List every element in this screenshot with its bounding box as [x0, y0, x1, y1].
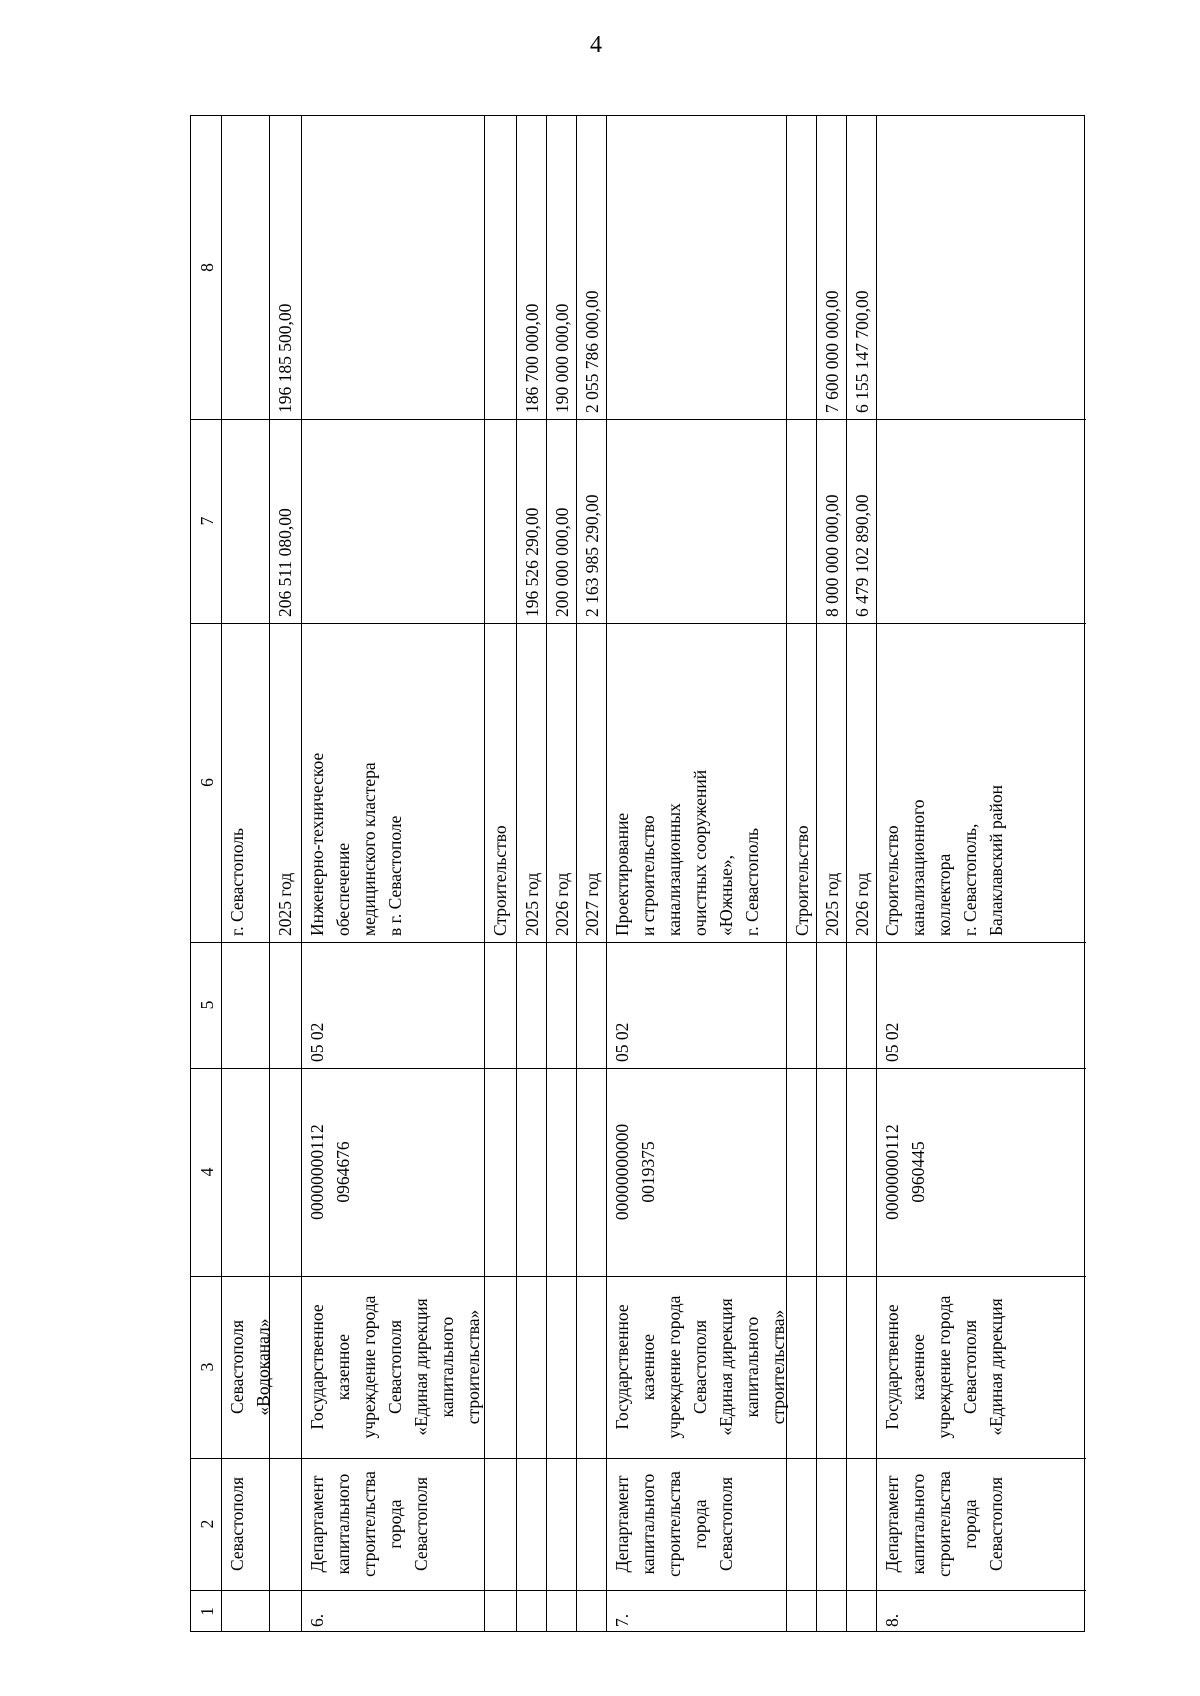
table-cell-r1-c6 — [269, 623, 301, 942]
table-cell-r10-c8 — [846, 116, 876, 419]
column-separator — [221, 1068, 269, 1069]
table-cell-r6-c8-text: 2 055 786 000,00 — [582, 290, 602, 413]
table-cell-r6-c6-text: 2027 год — [582, 872, 602, 936]
table-cell-r9-c8 — [816, 116, 846, 419]
table-cell-r7-c6 — [606, 623, 786, 942]
column-separator — [546, 1458, 576, 1459]
table-cell-r2-c1-text: 6. — [307, 1613, 327, 1627]
table-cell-r5-c6-text: 2026 год — [552, 872, 572, 936]
table-cell-r0-c3 — [221, 1276, 273, 1458]
header-cell-1 — [191, 1590, 221, 1633]
table-cell-r7-c4 — [606, 1068, 786, 1276]
table-cell-r11-c3 — [876, 1276, 1086, 1458]
table-cell-r11-c6 — [876, 623, 1086, 942]
column-separator — [269, 1276, 301, 1277]
column-separator — [484, 419, 516, 420]
column-separator — [546, 942, 576, 943]
table-cell-r5-c8 — [546, 116, 576, 419]
column-separator — [484, 1590, 516, 1591]
table-cell-r0-c2-text: Севастополя — [227, 1476, 247, 1572]
table-cell-r5-c8-text: 190 000 000,00 — [552, 303, 572, 413]
column-separator — [576, 1276, 606, 1277]
table-cell-r4-c8 — [516, 116, 546, 419]
page-number: 4 — [590, 32, 602, 58]
column-separator — [576, 1458, 606, 1459]
header-cell-4 — [191, 1068, 221, 1276]
column-separator — [221, 1590, 269, 1591]
table-cell-r7-c4-text: 00000000000 0019375 — [612, 1123, 658, 1221]
header-cell-6 — [191, 623, 221, 942]
table-cell-r6-c7 — [576, 419, 606, 623]
table-cell-r7-c6-text: Проектирование и строительство канализационных очистных сооружений «Южные», г. Севастополь — [612, 769, 762, 936]
column-separator — [576, 942, 606, 943]
column-separator — [786, 942, 816, 943]
table-cell-r11-c2-text: Департамент капитального строительства города Севастополя — [882, 1471, 1006, 1577]
table-cell-r11-c2 — [876, 1458, 1086, 1590]
table-cell-r1-c8-text: 196 185 500,00 — [275, 303, 295, 413]
header-cell-2-text: 2 — [197, 1519, 217, 1529]
table-cell-r2-c3-text: Государственное казенное учреждение города Севастополя «Единая дирекция капитального строительства» — [307, 1295, 483, 1439]
table-cell-r11-c6-text: Строительство канализационного коллектора г. Севастополь, Балаклавский район — [882, 784, 1006, 936]
header-cell-7 — [191, 419, 221, 623]
column-separator — [606, 419, 786, 420]
header-cell-6-text: 6 — [197, 778, 217, 787]
header-cell-2 — [191, 1458, 221, 1590]
column-separator — [484, 1276, 516, 1277]
table-cell-r7-c3-text: Государственное казенное учреждение города Севастополя «Единая дирекция капитального строительства» — [612, 1295, 788, 1439]
column-separator — [546, 1276, 576, 1277]
column-separator — [516, 1458, 546, 1459]
column-separator — [816, 942, 846, 943]
table-cell-r2-c2-text: Департамент капитального строительства города Севастополя — [307, 1471, 431, 1577]
header-cell-5 — [191, 942, 221, 1068]
header-cell-8-text: 8 — [197, 263, 217, 272]
header-cell-8 — [191, 116, 221, 419]
table-cell-r0-c3-text: Севастополя «Водоканал» — [227, 1318, 273, 1416]
table-cell-r9-c8-text: 7 600 000 000,00 — [822, 290, 842, 413]
table-cell-r9-c6 — [816, 623, 846, 942]
header-cell-4-text: 4 — [197, 1167, 217, 1177]
column-separator — [269, 1458, 301, 1459]
table-cell-r4-c7-text: 196 526 290,00 — [522, 507, 542, 617]
column-separator — [846, 1068, 876, 1069]
table-cell-r7-c2 — [606, 1458, 786, 1590]
table-cell-r9-c6-text: 2025 год — [822, 872, 842, 936]
table-cell-r3-c6-text: Строительство — [490, 825, 510, 936]
table-cell-r8-c6 — [786, 623, 816, 942]
column-separator — [786, 1590, 816, 1591]
column-separator — [301, 419, 484, 420]
table-cell-r10-c6-text: 2026 год — [852, 872, 872, 936]
table-cell-r11-c1 — [876, 1590, 1086, 1633]
table-cell-r5-c7-text: 200 000 000,00 — [552, 507, 572, 617]
table-cell-r2-c2 — [301, 1458, 484, 1590]
table-cell-r10-c7-text: 6 479 102 890,00 — [852, 494, 872, 617]
header-cell-5-text: 5 — [197, 1000, 217, 1010]
table-cell-r2-c6-text: Инженерно-техническое обеспечение медицинского кластера в г. Севастополе — [307, 752, 405, 936]
column-separator — [269, 1068, 301, 1069]
column-separator — [221, 419, 269, 420]
column-separator — [221, 942, 269, 943]
table-cell-r0-c6 — [221, 623, 269, 942]
table-cell-r1-c7 — [269, 419, 301, 623]
column-separator — [484, 942, 516, 943]
column-separator — [786, 1068, 816, 1069]
column-separator — [846, 1276, 876, 1277]
table-cell-r11-c1-text: 8. — [882, 1613, 902, 1627]
table-cell-r1-c7-text: 206 511 080,00 — [275, 508, 295, 617]
table-cell-r6-c8 — [576, 116, 606, 419]
column-separator — [816, 1590, 846, 1591]
table-cell-r10-c7 — [846, 419, 876, 623]
table-cell-r7-c5-text: 05 02 — [612, 1022, 632, 1062]
column-separator — [546, 1068, 576, 1069]
column-separator — [816, 1068, 846, 1069]
table-cell-r6-c7-text: 2 163 985 290,00 — [582, 494, 602, 617]
column-separator — [546, 1590, 576, 1591]
table-cell-r8-c6-text: Строительство — [792, 825, 812, 936]
table-cell-r0-c6-text: г. Севастополь — [227, 828, 247, 936]
table-cell-r7-c3 — [606, 1276, 786, 1458]
header-cell-3-text: 3 — [197, 1362, 217, 1372]
column-separator — [846, 1590, 876, 1591]
column-separator — [484, 1068, 516, 1069]
table-cell-r1-c6-text: 2025 год — [275, 872, 295, 936]
column-separator — [484, 1458, 516, 1459]
table-cell-r5-c6 — [546, 623, 576, 942]
table-cell-r4-c6-text: 2025 год — [522, 872, 542, 936]
table-cell-r4-c8-text: 186 700 000,00 — [522, 303, 542, 413]
column-separator — [816, 1276, 846, 1277]
data-table — [190, 115, 1085, 1632]
table-cell-r7-c2-text: Департамент капитального строительства города Севастополя — [612, 1471, 736, 1577]
column-separator — [269, 942, 301, 943]
table-cell-r11-c3-text: Государственное казенное учреждение города Севастополя «Единая дирекция — [882, 1295, 1006, 1439]
table-cell-r9-c7 — [816, 419, 846, 623]
table-cell-r2-c1 — [301, 1590, 484, 1633]
column-separator — [516, 1068, 546, 1069]
column-separator — [786, 1276, 816, 1277]
table-cell-r2-c4-text: 00000000112 0964676 — [307, 1124, 353, 1220]
column-separator — [786, 1458, 816, 1459]
header-cell-7-text: 7 — [197, 516, 217, 526]
column-separator — [576, 1068, 606, 1069]
table-cell-r10-c8-text: 6 155 147 700,00 — [852, 290, 872, 413]
column-separator — [846, 942, 876, 943]
column-separator — [516, 1276, 546, 1277]
table-cell-r2-c5-text: 05 02 — [307, 1022, 327, 1062]
column-separator — [269, 1590, 301, 1591]
header-cell-3 — [191, 1276, 221, 1458]
header-cell-1-text: 1 — [197, 1607, 217, 1616]
column-separator — [846, 1458, 876, 1459]
table-cell-r0-c2 — [221, 1458, 269, 1590]
table-cell-r11-c4-text: 00000000112 0960445 — [882, 1124, 928, 1220]
column-separator — [876, 419, 1086, 420]
table-cell-r7-c1-text: 7. — [612, 1613, 632, 1627]
table-cell-r10-c6 — [846, 623, 876, 942]
table-cell-r7-c5 — [606, 942, 786, 1068]
table-cell-r6-c6 — [576, 623, 606, 942]
column-separator — [516, 1590, 546, 1591]
table-cell-r2-c5 — [301, 942, 484, 1068]
table-cell-r2-c4 — [301, 1068, 484, 1276]
table-cell-r2-c6 — [301, 623, 484, 942]
column-separator — [516, 942, 546, 943]
table-cell-r4-c7 — [516, 419, 546, 623]
table-cell-r9-c7-text: 8 000 000 000,00 — [822, 494, 842, 617]
column-separator — [786, 419, 816, 420]
table-cell-r4-c6 — [516, 623, 546, 942]
column-separator — [576, 1590, 606, 1591]
table-cell-r1-c8 — [269, 116, 301, 419]
table-cell-r11-c4 — [876, 1068, 1086, 1276]
table-cell-r3-c6 — [484, 623, 516, 942]
table-cell-r5-c7 — [546, 419, 576, 623]
table-cell-r7-c1 — [606, 1590, 786, 1633]
table-cell-r11-c5 — [876, 942, 1086, 1068]
column-separator — [816, 1458, 846, 1459]
table-cell-r11-c5-text: 05 02 — [882, 1022, 902, 1062]
table-cell-r2-c3 — [301, 1276, 484, 1458]
